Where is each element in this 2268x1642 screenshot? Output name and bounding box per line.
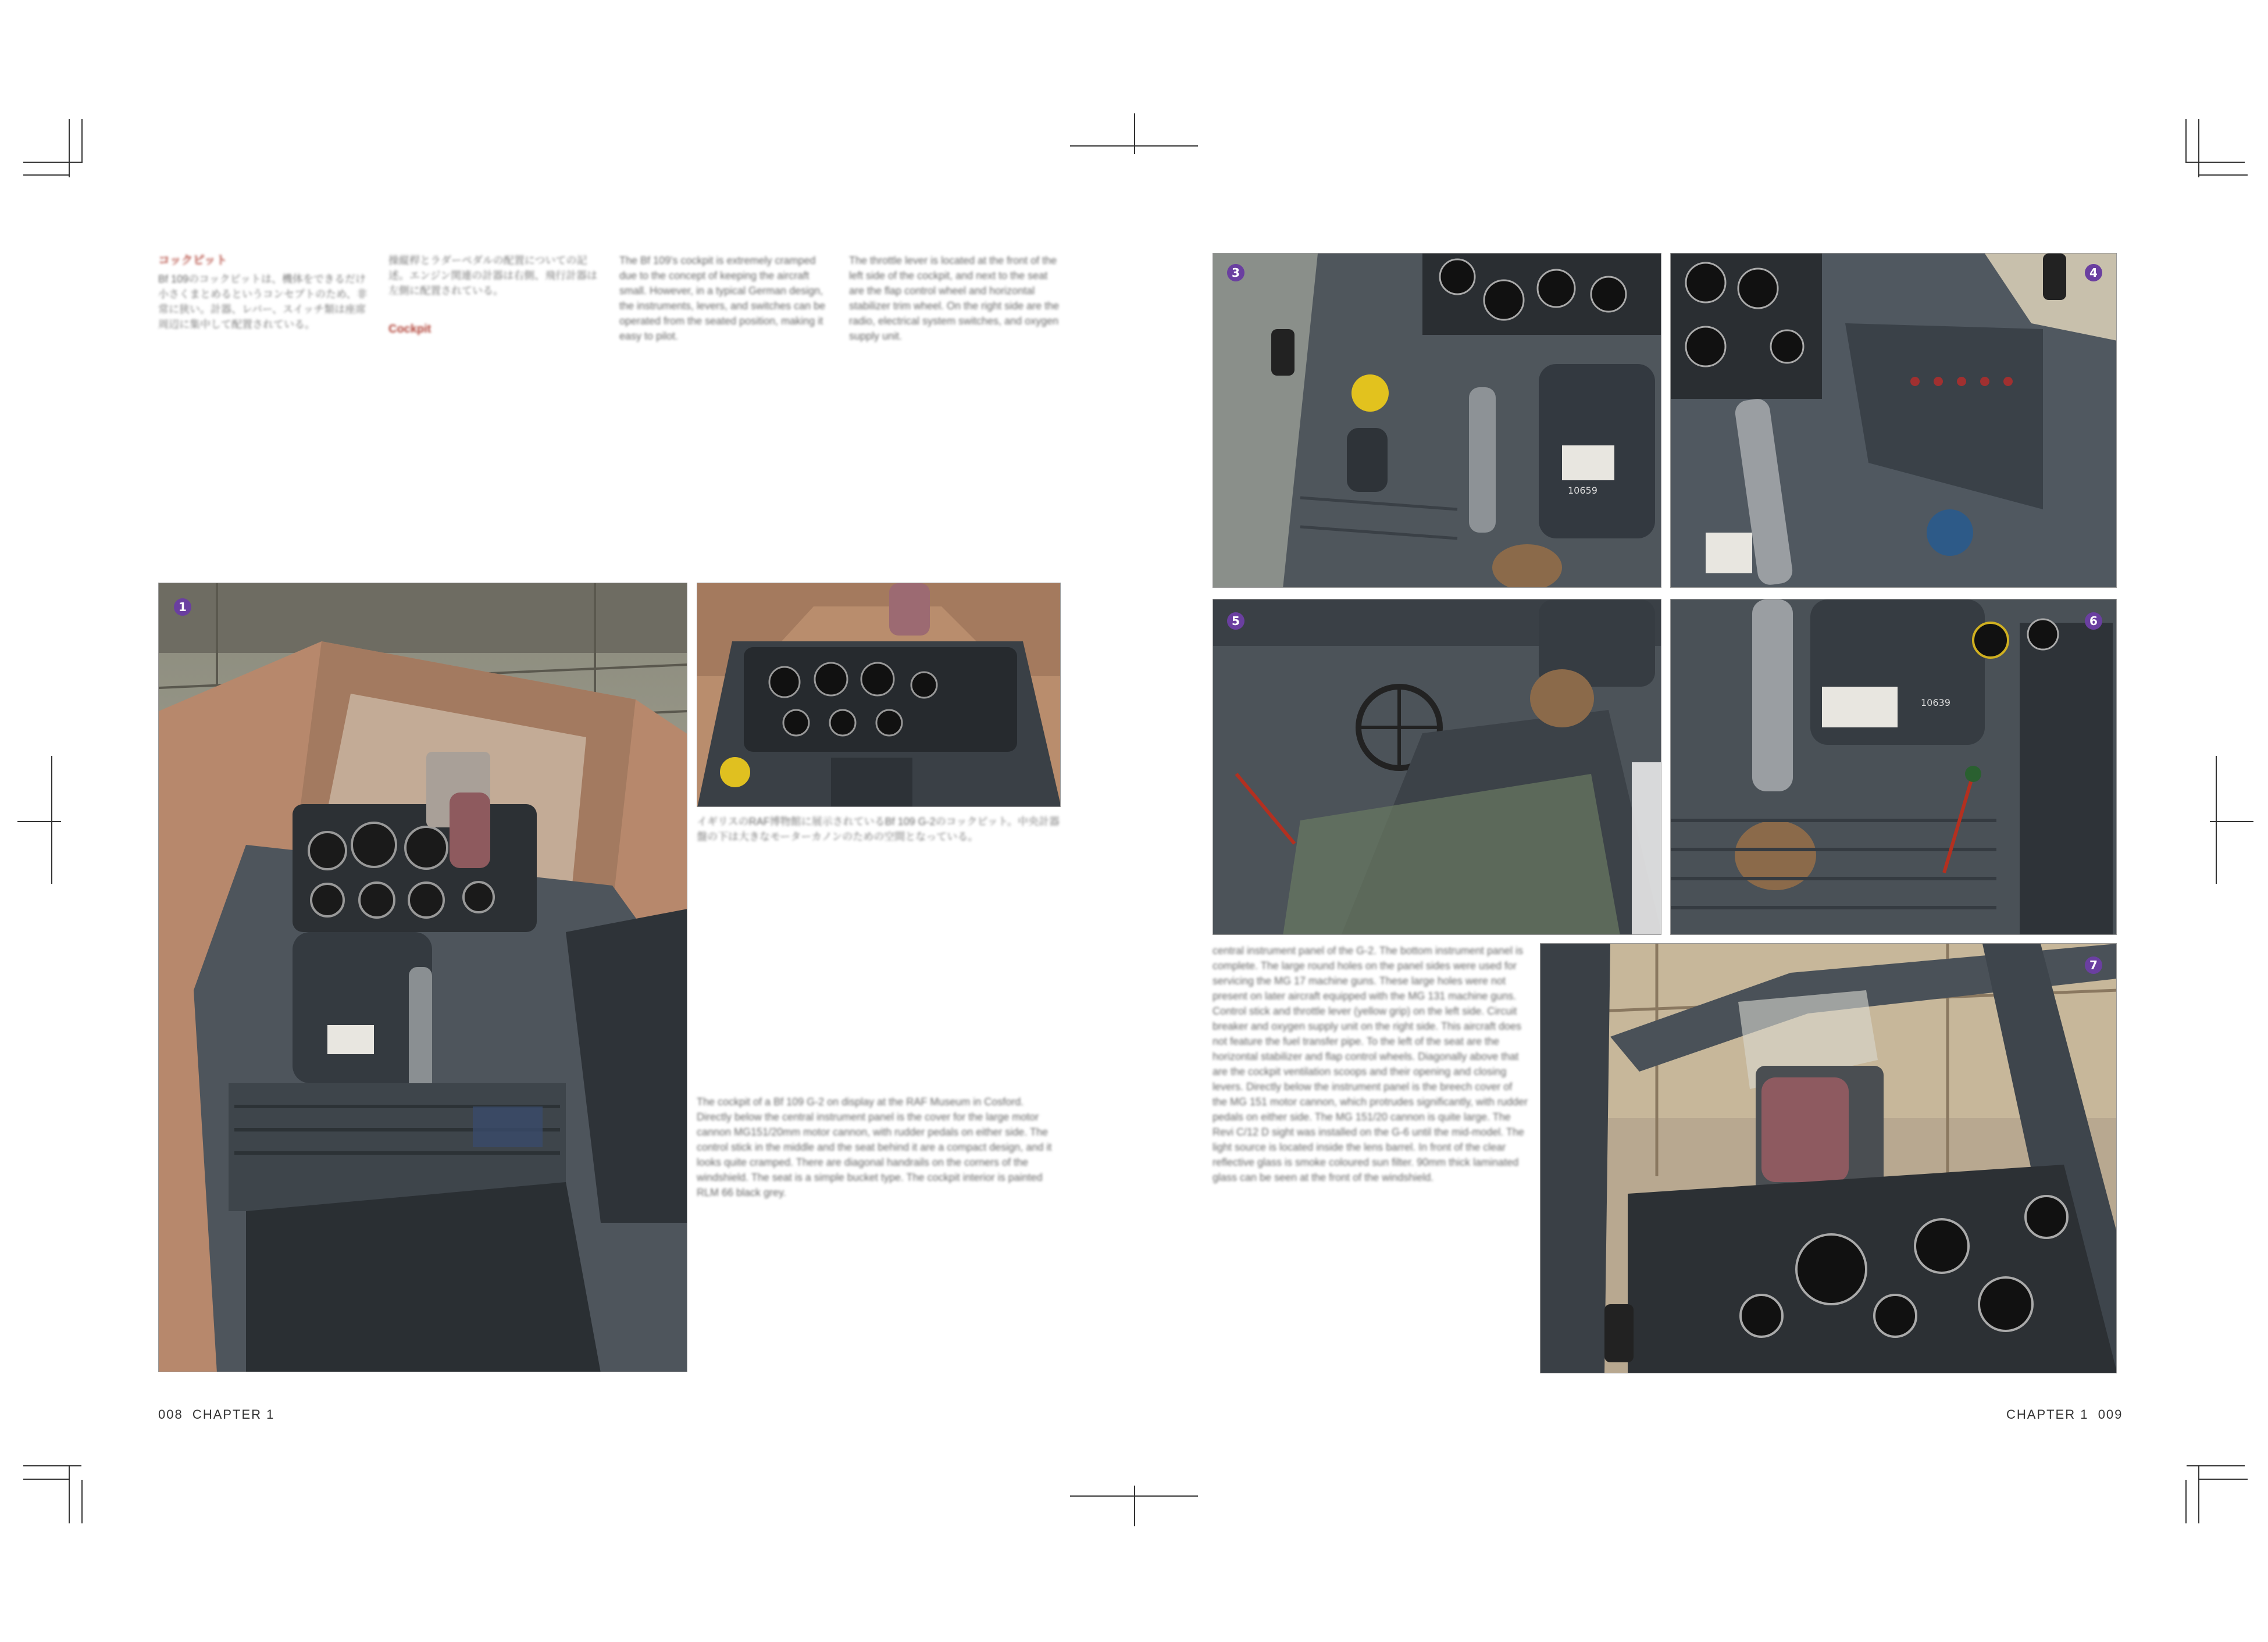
cockpit-photo-4-illustration bbox=[1671, 254, 2117, 588]
left-caption bbox=[697, 814, 1061, 1375]
jp-text-column-2 bbox=[388, 253, 604, 579]
cockpit-photo-1 bbox=[158, 583, 687, 1372]
photo-number-3: 3 bbox=[1227, 264, 1244, 281]
cockpit-photo-3 bbox=[1213, 253, 1661, 588]
jp-paragraph-2: 操縦桿とラダーペダルの配置についての記述。エンジン関連の計器は右側、飛行計器は左側に配置されている。 bbox=[388, 255, 598, 297]
photo-number-6: 6 bbox=[2085, 612, 2102, 630]
en-paragraph-4: The throttle lever is located at the front of the left side of the cockpit, and next to the seat are the flap control wheel and horizontal stabilizer trim wheel. On the right side are the radio, electrical system switches, and oxygen supply unit. bbox=[849, 255, 1060, 342]
cockpit-photo-4 bbox=[1670, 253, 2117, 588]
cockpit-photo-5-illustration bbox=[1213, 599, 1661, 935]
right-caption bbox=[1213, 943, 1529, 1373]
left-folio: 008 CHAPTER 1 bbox=[158, 1407, 275, 1422]
cockpit-heading: Cockpit bbox=[388, 323, 432, 335]
photo-number-7: 7 bbox=[2085, 956, 2102, 974]
en-paragraph-3: The Bf 109's cockpit is extremely cramped due to the concept of keeping the aircraft small. However, in a typical German design, the instruments, levers, and switches can be operated from the seated position, making it easy to pilot. bbox=[619, 255, 826, 342]
caption-jp: イギリスのRAF博物館に展示されているBf 109 G-2のコックピット。中央計器盤の下は大きなモーターカノンのための空間となっている。 bbox=[697, 816, 1060, 843]
cockpit-photo-7-illustration bbox=[1540, 944, 2117, 1373]
cockpit-photo-1-illustration bbox=[159, 583, 687, 1372]
en-text-column-3 bbox=[619, 253, 835, 579]
jp-paragraph-1: Bf 109のコックピットは、機体をできるだけ小さくまとめるというコンセプトのため、非常に狭い。計器、レバー、スイッチ類は座席周辺に集中して配置されている。 bbox=[158, 273, 368, 330]
photo-3-plate-label: 10659 bbox=[1568, 485, 1597, 496]
cockpit-photo-2 bbox=[697, 583, 1061, 807]
photo-number-4: 4 bbox=[2085, 264, 2102, 281]
cockpit-photo-6-illustration bbox=[1671, 599, 2117, 935]
photo-6-plate-label: 10639 bbox=[1921, 697, 1950, 708]
cockpit-photo-2-illustration bbox=[697, 583, 1061, 807]
photo-number-1: 1 bbox=[174, 598, 191, 616]
en-text-column-4 bbox=[849, 253, 1064, 579]
section-heading-jp: コックピット bbox=[158, 254, 227, 267]
cockpit-photo-3-illustration bbox=[1213, 254, 1661, 588]
photo-number-5: 5 bbox=[1227, 612, 1244, 630]
caption-en: The cockpit of a Bf 109 G-2 on display at the RAF Museum in Cosford. Directly below the central instrument panel is the cover for the large motor cannon MG151/20mm motor cannon, with rudder pedals on either side. The control stick in the middle and the seat behind it are a compact design, and it looks quite cramped. There are diagonal handrails on the corners of the windshield. The seat is a simple bucket type. The cockpit interior is painted RLM 66 black grey. bbox=[697, 1096, 1052, 1198]
caption-en-right: central instrument panel of the G-2. The bottom instrument panel is complete. The large round holes on the panel sides were used for servicing the MG 17 machine guns. These large holes were not present on later aircraft equipped with the MG 131 machine guns. Control stick and throttle lever (yellow grip) on the left side. Circuit breaker and oxygen supply unit on the right side. This aircraft does not feature the fuel transfer pipe. To the left of the seat are the horizontal stabilizer and flap control wheels. Diagonally above that are the cockpit ventilation scoops and their opening and closing levers. Directly below the instrument panel is the breech cover of the MG 151 motor cannon, which protrudes significantly, with rudder pedals on either side. The MG 151/20 cannon is quite large. The Revi C/12 D sight was installed on the G-6 until the mid-model. The light source is located inside the lens barrel. In front of the clear reflective glass is smoke coloured sun filter. 90mm thick laminated glass can be seen at the front of the windshield. bbox=[1213, 945, 1528, 1183]
jp-text-column-1 bbox=[158, 253, 373, 579]
right-folio: CHAPTER 1 009 bbox=[2006, 1407, 2123, 1422]
cockpit-photo-7 bbox=[1540, 943, 2117, 1373]
cockpit-photo-6 bbox=[1670, 599, 2117, 935]
cockpit-photo-5 bbox=[1213, 599, 1661, 935]
